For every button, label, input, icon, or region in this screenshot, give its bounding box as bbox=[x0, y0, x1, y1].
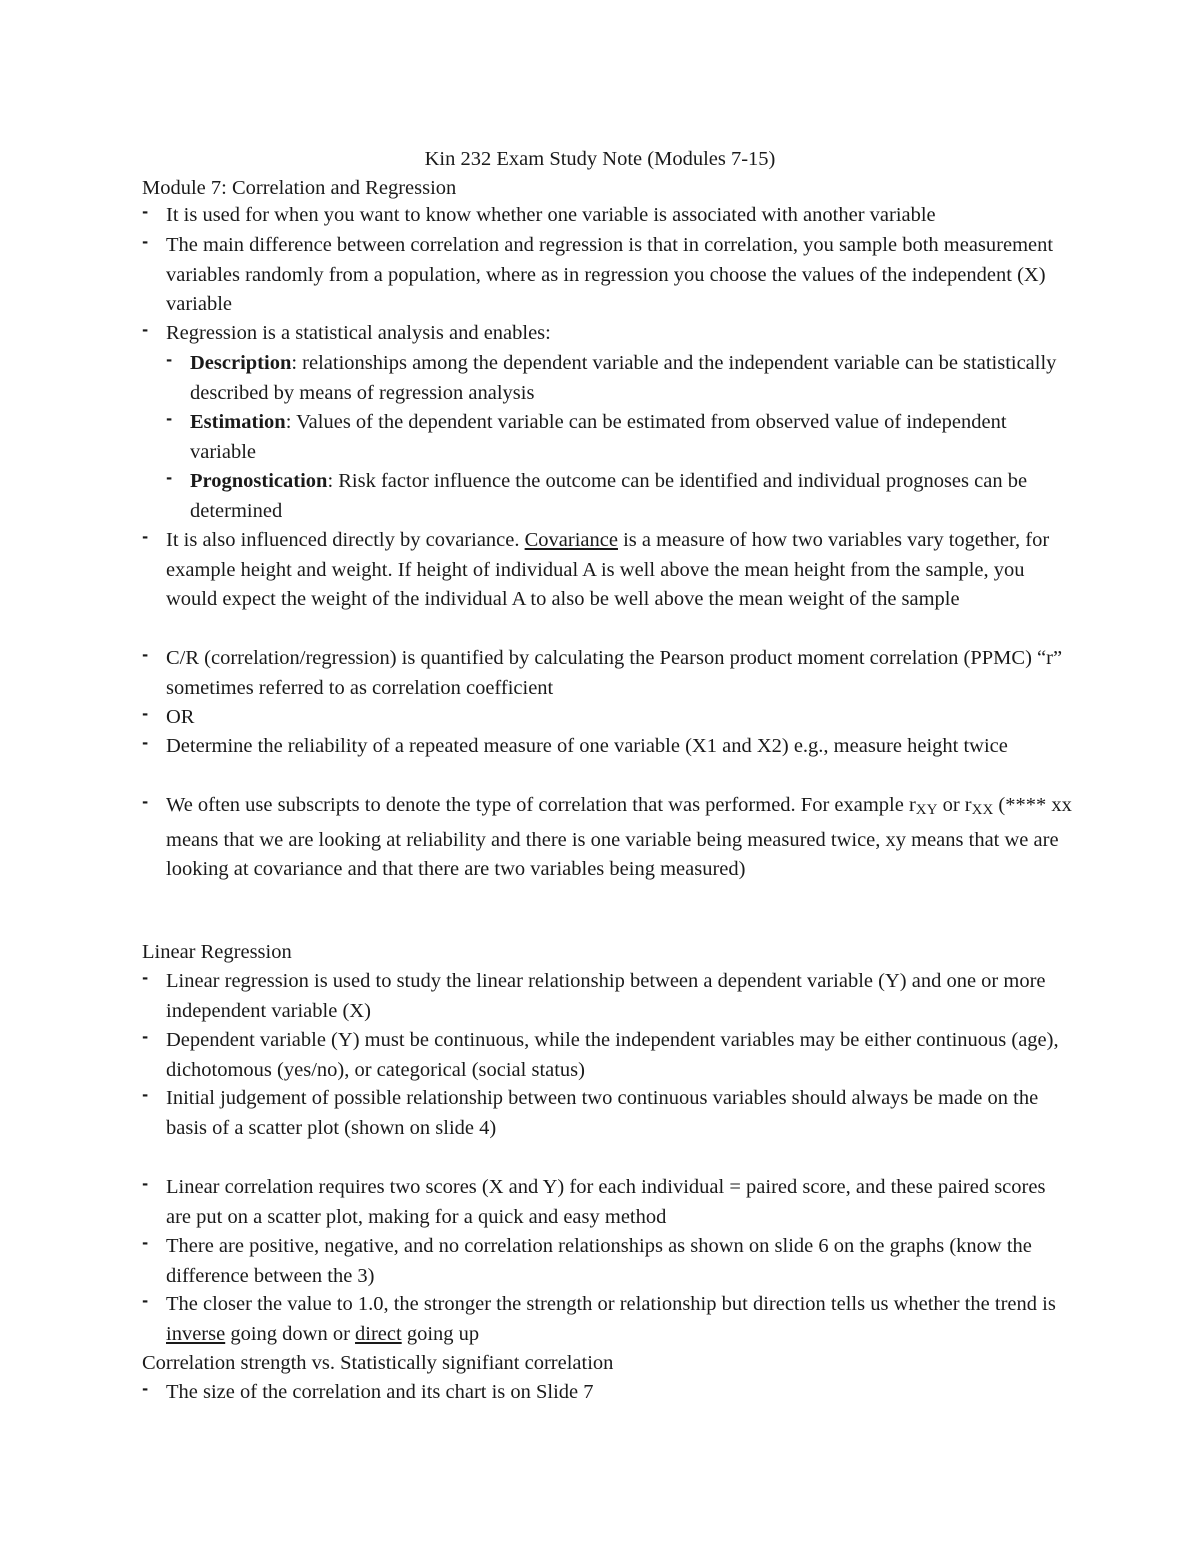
subscript-xy: XY bbox=[915, 802, 938, 818]
covariance-term: Covariance bbox=[524, 529, 618, 551]
sub-list-item-estimation: - Estimation: Values of the dependent variable can be estimated from observed value of independent variable bbox=[166, 410, 1007, 463]
bullet-dash: - bbox=[142, 705, 149, 723]
list-item: - Initial judgement of possible relationship between two continuous variables should always be made on the basis of a scatter plot (shown on slide 4) bbox=[142, 1086, 1039, 1139]
inverse-term: inverse bbox=[166, 1322, 226, 1345]
strength-heading: Correlation strength vs. Statistically signifiant correlation bbox=[142, 1352, 614, 1374]
list-item: - The main difference between correlation and regression is that in correlation, you sample both measurement variables randomly from a population, where as in regression you choose the values of the independent (X) variable bbox=[142, 233, 1054, 315]
bullet-dash: - bbox=[142, 1292, 149, 1310]
bullet-dash: - bbox=[166, 351, 173, 369]
term-prognostication: Prognostication bbox=[190, 470, 328, 492]
sub-list-item-description: - Description: relationships among the dependent variable and the independent variable can be statistically described by means of regression analysis bbox=[166, 351, 1057, 404]
bullet-dash: - bbox=[142, 1086, 149, 1104]
bullet-dash: - bbox=[166, 410, 173, 428]
module7-heading: Module 7: Correlation and Regression bbox=[142, 177, 457, 199]
list-item: - Dependent variable (Y) must be continuous, while the independent variables may be either continuous (age), dichotomous (yes/no), or categorical (social status) bbox=[142, 1028, 1059, 1081]
bullet-dash: - bbox=[142, 1380, 149, 1398]
bullet-dash: - bbox=[166, 469, 173, 487]
list-item-covariance: - It is also influenced directly by covariance. Covariance is a measure of how two variables vary together, for example height and weight. If height of individual A is well above the mean height from the sample, you would expect the weight of the individual A to also be well above the mean weight of the sample bbox=[142, 528, 1050, 610]
list-item-subscripts: - We often use subscripts to denote the type of correlation that was performed. For example $r_{XY}$ or $r_{XX}$ (**** xx means that we are looking at reliability and there is one variable being measured twice, xy means that we are looking at covariance and that there are two variables being measured) bbox=[142, 793, 1072, 880]
linear-regression-heading: Linear Regression bbox=[142, 941, 292, 963]
bullet-dash: - bbox=[142, 1234, 149, 1252]
subscript-xx: XX bbox=[971, 802, 994, 818]
term-description: Description bbox=[190, 352, 292, 374]
list-item-closer: - The closer the value to 1.0, the stronger the strength or relationship but direction tells us whether the trend is inverse going down or direct going up bbox=[142, 1292, 1056, 1345]
document-title: Kin 232 Exam Study Note (Modules 7-15) bbox=[424, 148, 776, 170]
bullet-dash: - bbox=[142, 203, 149, 221]
list-item: - It is used for when you want to know whether one variable is associated with another variable bbox=[142, 203, 936, 226]
term-estimation: Estimation bbox=[190, 411, 286, 433]
list-item: - Linear regression is used to study the linear relationship between a dependent variable (Y) and one or more independent variable (X) bbox=[142, 969, 1046, 1022]
sub-list-item-prognostication: - Prognostication: Risk factor influence the outcome can be identified and individual prognoses can be determined bbox=[166, 469, 1028, 522]
bullet-dash: - bbox=[142, 1028, 149, 1046]
list-item: - Regression is a statistical analysis and enables: bbox=[142, 321, 551, 344]
direct-term: direct bbox=[355, 1322, 402, 1345]
bullet-dash: - bbox=[142, 528, 149, 546]
bullet-dash: - bbox=[142, 646, 149, 664]
list-item: - OR bbox=[142, 705, 195, 728]
bullet-dash: - bbox=[142, 734, 149, 752]
bullet-dash: - bbox=[142, 793, 149, 811]
list-item: - Determine the reliability of a repeated measure of one variable (X1 and X2) e.g., measure height twice bbox=[142, 734, 1008, 757]
list-item: - C/R (correlation/regression) is quantified by calculating the Pearson product moment correlation (PPMC) “r” sometimes referred to as correlation coefficient bbox=[142, 646, 1063, 699]
list-item: - There are positive, negative, and no correlation relationships as shown on slide 6 on the graphs (know the difference between the 3) bbox=[142, 1234, 1032, 1287]
bullet-dash: - bbox=[142, 233, 149, 251]
list-item: - Linear correlation requires two scores (X and Y) for each individual = paired score, and these paired scores are put on a scatter plot, making for a quick and easy method bbox=[142, 1175, 1046, 1228]
list-item: - The size of the correlation and its chart is on Slide 7 bbox=[142, 1380, 594, 1403]
bullet-dash: - bbox=[142, 321, 149, 339]
bullet-dash: - bbox=[142, 969, 149, 987]
bullet-dash: - bbox=[142, 1175, 149, 1193]
